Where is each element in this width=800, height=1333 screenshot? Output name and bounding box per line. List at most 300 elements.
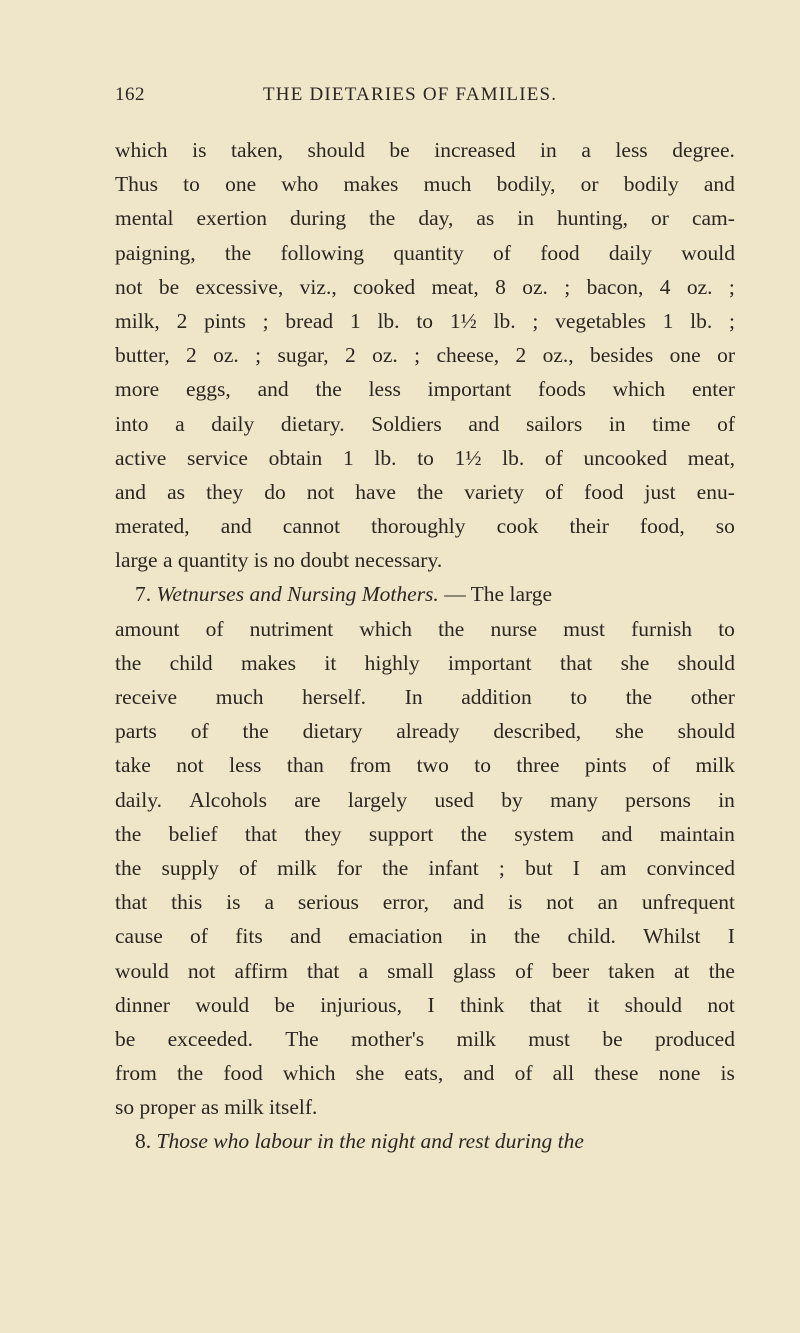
word: fits [235, 924, 263, 949]
body-text [115, 133, 735, 1159]
word: of [205, 616, 224, 641]
word: milk, [115, 308, 160, 333]
word: just [644, 479, 676, 504]
word: but [525, 855, 553, 880]
word: service [187, 445, 248, 470]
word: degree. [672, 138, 735, 162]
word: persons [625, 787, 691, 812]
word: lb. [690, 308, 713, 333]
word: not [707, 992, 735, 1017]
word: milk [277, 855, 317, 880]
section-8-number: 8. [135, 1129, 157, 1154]
word: is [507, 890, 523, 915]
word: Whilst [643, 924, 701, 949]
word: produced [654, 1026, 735, 1051]
word: 1½ [449, 308, 477, 333]
section-8-heading: Those who labour in the night and rest during the [156, 1129, 584, 1154]
word: time [652, 411, 691, 436]
word: makes [241, 650, 296, 675]
word: take [115, 753, 151, 778]
word: enter [692, 377, 735, 402]
word: the [115, 855, 142, 880]
word: that [115, 890, 148, 915]
word: lb. [374, 445, 397, 470]
word: the [224, 240, 252, 265]
word: the [382, 855, 409, 880]
word: ; [262, 308, 269, 333]
text-line [115, 851, 735, 885]
word: unfrequent [641, 890, 735, 915]
word: two [416, 753, 449, 778]
word: must [528, 1026, 571, 1051]
line-text: so proper as milk itself. [115, 1095, 318, 1120]
word: would [115, 958, 169, 983]
word: of [190, 719, 209, 744]
word: amount [115, 616, 180, 641]
word: be [115, 1026, 136, 1051]
word: the [460, 821, 487, 846]
word: in [608, 411, 626, 436]
word: other [690, 685, 735, 709]
text-line [115, 304, 735, 338]
word: than [286, 753, 324, 778]
word: these [594, 1061, 639, 1086]
word: mother's [351, 1026, 425, 1051]
section-7-paragraph [115, 612, 735, 1125]
word: to [416, 308, 434, 333]
word: I [572, 855, 580, 880]
word: and [601, 821, 633, 846]
word: do [264, 479, 286, 504]
word: during [289, 206, 347, 231]
word: should [624, 992, 682, 1017]
word: for [336, 855, 362, 880]
word: increased [434, 138, 516, 162]
word: 2 [515, 343, 527, 368]
word: bread [285, 308, 334, 333]
word: is [720, 1061, 735, 1086]
word: of [515, 958, 533, 983]
text-line [115, 680, 735, 714]
word: is [192, 138, 207, 162]
word: glass [452, 958, 496, 983]
word: in [517, 206, 534, 231]
word: The [285, 1026, 319, 1051]
word: ; [532, 308, 539, 333]
word: the [242, 719, 269, 744]
word: and [703, 172, 735, 197]
word: from [115, 1061, 157, 1086]
section-8-first-line [115, 1124, 735, 1158]
word: and [452, 890, 485, 915]
word: not [187, 958, 216, 983]
word: to [570, 685, 588, 709]
word: is [226, 890, 241, 915]
word: must [563, 616, 606, 641]
word: ; [564, 274, 571, 299]
word: not [176, 753, 204, 778]
page-header [115, 84, 735, 112]
word: think [460, 992, 505, 1017]
word: addition [461, 685, 532, 709]
word: from [349, 753, 392, 778]
word: furnish [631, 616, 693, 641]
word: or [580, 172, 599, 197]
word: 4 [659, 274, 671, 299]
word: the [625, 685, 653, 709]
text-line [115, 646, 735, 680]
word: infant [428, 855, 479, 880]
word: small [387, 958, 434, 983]
text-line [115, 372, 735, 406]
word: of [652, 753, 671, 778]
word: oz. [686, 274, 713, 299]
text-line [115, 612, 735, 646]
word: to [183, 172, 200, 197]
word: used [434, 787, 474, 812]
text-line [115, 236, 735, 270]
word: mental [115, 206, 174, 231]
word: emaciation [348, 924, 443, 949]
word: taken, [231, 138, 283, 162]
word: should [677, 650, 735, 675]
word: bodily, [496, 172, 556, 197]
word: cam- [691, 206, 735, 231]
text-line [115, 475, 735, 509]
text-line [115, 714, 735, 748]
word: exceeded. [167, 1026, 253, 1051]
word: 1 [662, 308, 674, 333]
word: a [175, 411, 185, 436]
word: bodily [623, 172, 679, 197]
word: and [468, 411, 500, 436]
word: all [552, 1061, 575, 1086]
word: belief [168, 821, 218, 846]
word: nutriment [249, 616, 334, 641]
word: oz. [522, 274, 548, 299]
word: meat, [431, 274, 479, 299]
word: they [206, 479, 244, 504]
word: or [651, 206, 669, 231]
word: the [708, 958, 735, 983]
word: lb. [377, 308, 400, 333]
word: thoroughly [371, 514, 466, 539]
word: ; [729, 308, 735, 333]
word: would [681, 240, 735, 265]
text-line [115, 919, 735, 953]
word: to [718, 616, 735, 641]
word: error, [382, 890, 430, 915]
word: that [559, 650, 593, 675]
section-7-heading: Wetnurses and Nursing Mothers. [156, 582, 439, 607]
word: child. [567, 924, 616, 949]
word: dietary. [280, 411, 345, 436]
word: it [324, 650, 337, 675]
word: the [369, 206, 396, 231]
word: a [581, 138, 591, 162]
word: in [469, 924, 487, 949]
word: described, [493, 719, 582, 744]
word: taken [608, 958, 655, 983]
word: the [416, 479, 444, 504]
word: so [715, 514, 735, 539]
word: not [306, 479, 335, 504]
word: be [158, 274, 180, 299]
word: hunting, [556, 206, 629, 231]
word: am [600, 855, 627, 880]
word: viz., [299, 274, 337, 299]
word: largely [347, 787, 408, 812]
word: of [190, 924, 208, 949]
word: are [294, 787, 321, 812]
section-7-dash-text: — The large [438, 582, 553, 607]
word: daily. [115, 787, 162, 812]
word: an [597, 890, 618, 915]
word: supply [161, 855, 219, 880]
word: much [423, 172, 472, 197]
word: of [239, 855, 257, 880]
word: active [115, 445, 167, 470]
word: sailors [526, 411, 583, 436]
word: day, [418, 206, 454, 231]
word: a [264, 890, 274, 915]
word: ; [498, 855, 505, 880]
word: enu- [696, 479, 735, 504]
word: three [516, 753, 560, 778]
word: much [215, 685, 264, 709]
word: oz. [372, 343, 398, 368]
word: should [677, 719, 735, 744]
word: important [427, 377, 512, 402]
word: to [417, 445, 434, 470]
word: not [115, 274, 143, 299]
text-line [115, 1056, 735, 1090]
text-line [115, 543, 735, 577]
word: to [474, 753, 491, 778]
word: be [602, 1026, 623, 1051]
word: which [282, 1061, 336, 1086]
word: parts [115, 719, 157, 744]
text-line [115, 748, 735, 782]
word: ; [728, 274, 735, 299]
word: cooked [353, 274, 416, 299]
text-line [115, 441, 735, 475]
word: highly [364, 650, 420, 675]
word: affirm [234, 958, 288, 983]
text-line [115, 270, 735, 304]
word: they [304, 821, 342, 846]
word: meat, [687, 445, 735, 470]
word: Alcohols [189, 787, 267, 812]
word: convinced [646, 855, 735, 880]
word: and [220, 514, 252, 539]
word: that [244, 821, 278, 846]
word: pints [204, 308, 246, 333]
running-title: THE DIETARIES OF FAMILIES. [263, 84, 558, 105]
word: merated, [115, 514, 190, 539]
word: vegetables [555, 308, 646, 333]
word: variety [464, 479, 524, 504]
word: the [438, 616, 465, 641]
word: makes [343, 172, 399, 197]
text-line [115, 885, 735, 919]
word: one [225, 172, 257, 197]
word: as [167, 479, 186, 504]
text-line [115, 954, 735, 988]
word: food [540, 240, 580, 265]
word: daily [211, 411, 255, 436]
word: child [169, 650, 213, 675]
word: bacon, [586, 274, 644, 299]
word: eats, [404, 1061, 444, 1086]
paragraph-continued [115, 133, 735, 577]
word: milk [695, 753, 735, 778]
word: lb. [502, 445, 525, 470]
word: their [569, 514, 609, 539]
word: of [493, 240, 511, 265]
word: of [717, 411, 735, 436]
word: dietary [302, 719, 363, 744]
word: system [514, 821, 574, 846]
word: 1 [342, 445, 354, 470]
word: have [355, 479, 396, 504]
word: 2 [344, 343, 356, 368]
word: should [307, 138, 365, 162]
word: daily [608, 240, 652, 265]
word: injurious, [320, 992, 403, 1017]
word: cause [115, 924, 163, 949]
word: foods [538, 377, 586, 402]
word: she [620, 650, 650, 675]
text-line [115, 509, 735, 543]
word: which [115, 138, 168, 162]
word: the [176, 1061, 204, 1086]
word: would [195, 992, 250, 1017]
word: cook [496, 514, 539, 539]
word: the [115, 650, 142, 675]
word: in [540, 138, 557, 162]
word: that [307, 958, 340, 983]
word: exertion [196, 206, 267, 231]
word: the [115, 821, 142, 846]
page-number: 162 [115, 84, 145, 105]
word: not [546, 890, 574, 915]
word: 2 [186, 343, 197, 368]
text-line [115, 338, 735, 372]
word: eggs, [186, 377, 231, 402]
word: more [115, 377, 160, 402]
word: already [396, 719, 460, 744]
word: be [274, 992, 295, 1017]
word: less [615, 138, 648, 162]
word: milk [456, 1026, 496, 1051]
word: maintain [659, 821, 735, 846]
word: be [389, 138, 410, 162]
word: receive [115, 685, 178, 709]
word: who [281, 172, 319, 197]
word: butter, [115, 343, 170, 368]
text-line [115, 783, 735, 817]
text-line [115, 133, 735, 167]
text-line [115, 167, 735, 201]
word: dinner [115, 992, 170, 1017]
word: Thus [115, 172, 158, 197]
word: in [718, 787, 735, 812]
section-7-number: 7. [135, 582, 157, 607]
word: 1½ [454, 445, 482, 470]
word: obtain [268, 445, 323, 470]
section-7-first-line [115, 577, 735, 611]
word: 8 [495, 274, 506, 299]
word: which [359, 616, 412, 641]
word: it [587, 992, 600, 1017]
word: Soldiers [371, 411, 442, 436]
word: and [115, 479, 147, 504]
word: oz. [213, 343, 239, 368]
word: cheese, [436, 343, 500, 368]
text-line [115, 1022, 735, 1056]
word: nurse [490, 616, 538, 641]
word: lb. [493, 308, 516, 333]
word: none [658, 1061, 701, 1086]
word: as [476, 206, 495, 231]
word: by [501, 787, 523, 812]
word: and [257, 377, 289, 402]
word: she [615, 719, 644, 744]
word: food [584, 479, 624, 504]
line-text: large a quantity is no doubt necessary. [115, 548, 443, 573]
text-line [115, 817, 735, 851]
word: In [404, 685, 423, 709]
word: many [550, 787, 598, 812]
word: pints [584, 753, 627, 778]
word: sugar, [277, 343, 329, 368]
word: support [368, 821, 434, 846]
text-line [115, 407, 735, 441]
word: beer [552, 958, 590, 983]
word: 2 [176, 308, 188, 333]
word: quantity [393, 240, 464, 265]
word: herself. [302, 685, 367, 709]
word: oz., [542, 343, 574, 368]
word: important [448, 650, 532, 675]
word: following [280, 240, 365, 265]
text-line [115, 1090, 735, 1124]
text-line [115, 201, 735, 235]
word: serious [297, 890, 359, 915]
word: the [513, 924, 541, 949]
word: and [290, 924, 322, 949]
word: besides [590, 343, 654, 368]
word: the [315, 377, 342, 402]
word: of [514, 1061, 533, 1086]
word: that [529, 992, 562, 1017]
word: this [171, 890, 203, 915]
word: paigning, [115, 240, 196, 265]
word: uncooked [583, 445, 668, 470]
word: I [427, 992, 435, 1017]
word: ; [414, 343, 421, 368]
text-line [115, 988, 735, 1022]
word: she [355, 1061, 385, 1086]
word: food [223, 1061, 263, 1086]
word: of [544, 445, 563, 470]
word: cannot [282, 514, 341, 539]
word: less [229, 753, 262, 778]
word: one [669, 343, 701, 368]
word: excessive, [195, 274, 284, 299]
word: at [674, 958, 690, 983]
